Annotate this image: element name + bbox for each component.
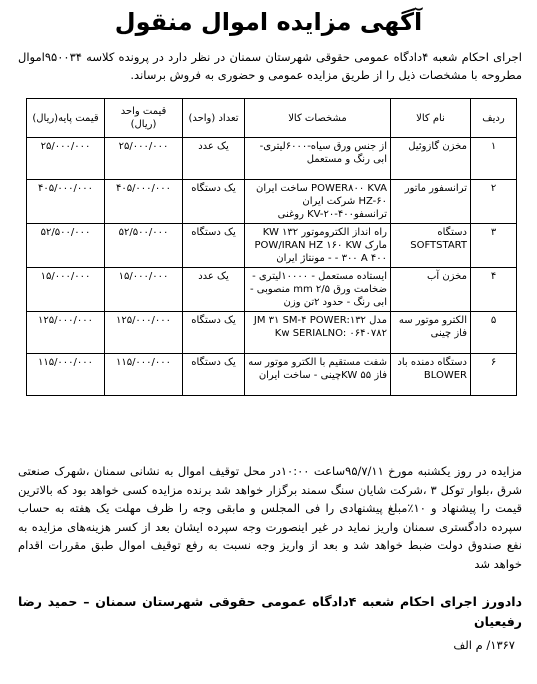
cell-quantity: یک عدد <box>183 138 245 180</box>
header-quantity: تعداد (واحد) <box>183 99 245 138</box>
cell-quantity: یک دستگاه <box>183 180 245 224</box>
items-table <box>26 98 517 396</box>
auction-terms-paragraph: مزایده در روز یکشنبه مورخ ۹۵/۷/۱۱ساعت ۱۰:۰۰در محل توقیف اموال به نشانی سمنان ،شهرک صنعتی شرق ،بلوار توکل ۳ ،شرکت شایان سنگ سمند برگزار خواهد شد برنده مزایده کسی خواهد بود که بالاترین قیمت را پیشنهاد و ۱۰٪مبلغ پیشنهادی را فی المجلس و مابقی وجه را ظرف مهلت یک هفته به حساب سپرده دادگستری سمنان واریز نماید در غیر اینصورت وجه سپرده ایشان بعد از کسر هزینه‌های مزایده به نفع صندوق دولت ضبط خواهد شد و بعد از واریز وجه نسبت به رفع توقیف اموال طبق مقررات اقدام خواهد شد <box>18 464 523 571</box>
cell-unit-price: ۲۵/۰۰۰/۰۰۰ <box>105 138 183 180</box>
cell-quantity: یک عدد <box>183 268 245 312</box>
cell-item-spec: ایستاده مستعمل - ۱۰۰۰۰لیتری - ضخامت ورق ۲/۵ mm منصوبی - ابی رنگ - حدود ۲تن وزن <box>245 268 391 312</box>
reference-number: ۱۳۶۷/ م الف <box>453 638 515 652</box>
cell-item-name: الکترو موتور سه فاز چینی <box>391 312 471 354</box>
cell-quantity: یک دستگاه <box>183 354 245 396</box>
cell-item-spec: شفت مستقیم با الکترو موتور سه فاز KW ۵۵چینی - ساخت ایران <box>245 354 391 396</box>
cell-unit-price: ۵۲/۵۰۰/۰۰۰ <box>105 224 183 268</box>
cell-item-spec: مدل JM ۳۱ SM-۴ POWER:۱۳۲ Kw SERIALNO: ۰۶۴۰۷۸۲ <box>245 312 391 354</box>
header-item-spec: مشخصات کالا <box>245 99 391 138</box>
cell-row-number: ۵ <box>471 312 517 354</box>
cell-row-number: ۶ <box>471 354 517 396</box>
cell-quantity: یک دستگاه <box>183 224 245 268</box>
cell-base-price: ۱۵/۰۰۰/۰۰۰ <box>27 268 105 312</box>
cell-item-name: دستگاه SOFTSTART <box>391 224 471 268</box>
table-row <box>27 180 517 224</box>
cell-base-price: ۲۵/۰۰۰/۰۰۰ <box>27 138 105 180</box>
table-row <box>27 268 517 312</box>
cell-base-price: ۴۰۵/۰۰۰/۰۰۰ <box>27 180 105 224</box>
cell-unit-price: ۱۵/۰۰۰/۰۰۰ <box>105 268 183 312</box>
header-base-price: قیمت پایه(ریال) <box>27 99 105 138</box>
cell-row-number: ۳ <box>471 224 517 268</box>
header-item-name: نام کالا <box>391 99 471 138</box>
cell-item-name: ترانسفور ماتور <box>391 180 471 224</box>
cell-base-price: ۵۲/۵۰۰/۰۰۰ <box>27 224 105 268</box>
page-title: آگهی مزایده اموال منقول <box>114 8 423 36</box>
header-row-number: ردیف <box>471 99 517 138</box>
cell-quantity: یک دستگاه <box>183 312 245 354</box>
cell-unit-price: ۱۲۵/۰۰۰/۰۰۰ <box>105 312 183 354</box>
cell-unit-price: ۴۰۵/۰۰۰/۰۰۰ <box>105 180 183 224</box>
cell-item-spec: POWER۸۰۰ KVA ساخت ایران HZ-۶۰ شرکت ایران ترانسفو۴۰۰-KV-۲۰ روغنی <box>245 180 391 224</box>
cell-item-spec: از جنس ورق سیاه-۶۰۰۰لیتری- ابی رنگ و مستعمل <box>245 138 391 180</box>
cell-item-name: مخزن گازوئیل <box>391 138 471 180</box>
table-row <box>27 138 517 180</box>
table-header-row <box>27 99 517 138</box>
signature-line: دادورز اجرای احکام شعبه ۴دادگاه عمومی حقوقی شهرستان سمنان – حمید رضا رفیعیان <box>18 594 522 629</box>
header-unit-price: قیمت واحد (ریال) <box>105 99 183 138</box>
cell-item-spec: راه انداز الکتروموتور ۱۳۲ KW مارک POW/IRAN HZ ۱۶۰ KW - ۳۰۰ A ۴۰۰ - مونتاژ ایران <box>245 224 391 268</box>
cell-base-price: ۱۱۵/۰۰۰/۰۰۰ <box>27 354 105 396</box>
table-row <box>27 224 517 268</box>
table-row <box>27 354 517 396</box>
cell-item-name: مخزن آب <box>391 268 471 312</box>
cell-row-number: ۲ <box>471 180 517 224</box>
table-row <box>27 312 517 354</box>
cell-item-name: دستگاه دمنده باد BLOWER <box>391 354 471 396</box>
cell-unit-price: ۱۱۵/۰۰۰/۰۰۰ <box>105 354 183 396</box>
cell-row-number: ۱ <box>471 138 517 180</box>
cell-base-price: ۱۲۵/۰۰۰/۰۰۰ <box>27 312 105 354</box>
intro-paragraph: اجرای احکام شعبه ۴دادگاه عمومی حقوقی شهرستان سمنان در نظر دارد در پرونده کلاسه ۹۵۰۰۳۴اموال مطروحه با مشخصات ذیل را از طریق مزایده عمومی و حضوری به فروش برساند. <box>18 50 522 82</box>
cell-row-number: ۴ <box>471 268 517 312</box>
